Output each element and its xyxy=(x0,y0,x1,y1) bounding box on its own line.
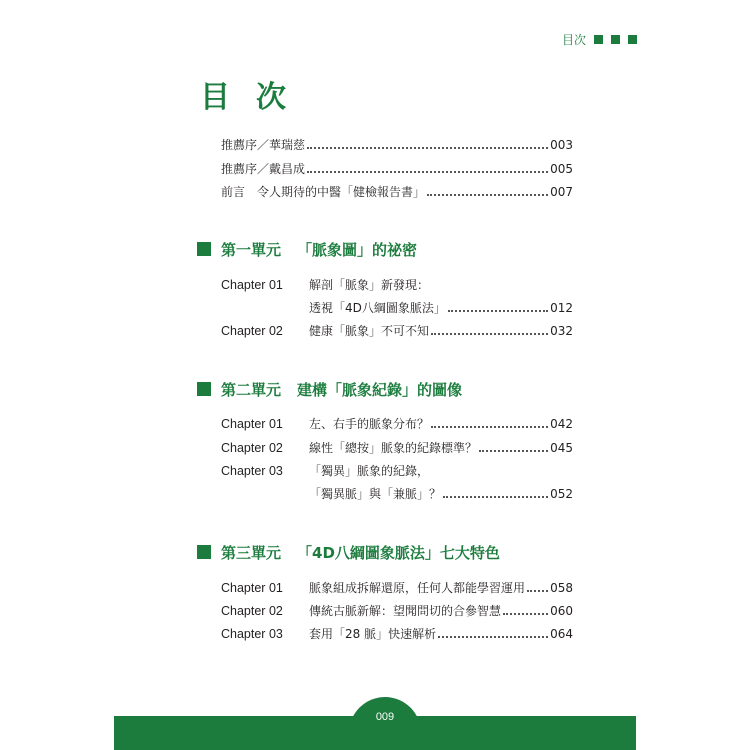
page-title xyxy=(200,72,288,116)
leader-dots xyxy=(431,332,548,335)
page-title-char-1: 目 xyxy=(200,80,232,115)
chapter-label: Chapter 01 xyxy=(221,278,283,292)
unit-title: 「4D八綱圖象脈法」七大特色 xyxy=(297,543,500,562)
unit-heading-3[interactable] xyxy=(197,541,500,563)
running-header-label: 目次 xyxy=(561,33,586,47)
toc-entry-text: 解剖「脈象」新發現： xyxy=(309,278,430,292)
toc-page-number: 060 xyxy=(550,604,573,618)
header-square-icon xyxy=(594,35,603,44)
chapter-label: Chapter 02 xyxy=(221,324,283,338)
unit-square-icon xyxy=(197,242,211,256)
toc-entry-text: 推薦序／戴昌成 xyxy=(221,162,306,176)
toc-chapter-u2-c3-line1[interactable] xyxy=(221,461,573,481)
header-square-icon xyxy=(611,35,620,44)
unit-name: 第二單元 xyxy=(221,380,282,399)
toc-chapter-u2-c2[interactable] xyxy=(221,438,573,458)
toc-entry-text: 健康「脈象」不可不知 xyxy=(309,324,430,338)
leader-dots xyxy=(307,146,548,149)
toc-entry-text: 「獨異」脈象的紀錄， xyxy=(309,464,430,478)
unit-heading-1[interactable] xyxy=(197,238,417,260)
toc-entry-front-1[interactable] xyxy=(221,135,573,155)
toc-page-number: 032 xyxy=(550,324,573,338)
leader-dots xyxy=(527,589,548,592)
chapter-label: Chapter 03 xyxy=(221,464,283,478)
chapter-label: Chapter 02 xyxy=(221,441,283,455)
toc-chapter-u1-c2[interactable] xyxy=(221,321,573,341)
toc-entry-text: 傳統古脈新解：望聞問切的合參智慧 xyxy=(309,604,502,618)
toc-entry-front-2[interactable] xyxy=(221,159,573,179)
toc-entry-front-3[interactable] xyxy=(221,182,573,202)
toc-page-number: 007 xyxy=(550,185,573,199)
toc-chapter-u1-c1-line2[interactable] xyxy=(221,298,573,318)
toc-entry-text: 推薦序／華瑞慈 xyxy=(221,138,306,152)
toc-entry-text: 左、右手的脈象分布？ xyxy=(309,417,430,431)
unit-square-icon xyxy=(197,545,211,559)
leader-dots xyxy=(503,612,548,615)
page-title-char-2: 次 xyxy=(256,80,288,115)
toc-chapter-u3-c2[interactable] xyxy=(221,601,573,621)
toc-chapter-u3-c3[interactable] xyxy=(221,624,573,644)
toc-page-number: 042 xyxy=(550,417,573,431)
chapter-label: Chapter 01 xyxy=(221,417,283,431)
leader-dots xyxy=(443,495,548,498)
toc-page-number: 052 xyxy=(550,487,573,501)
unit-heading-2[interactable] xyxy=(197,378,462,400)
toc-page-number: 003 xyxy=(550,138,573,152)
leader-dots xyxy=(431,425,548,428)
toc-chapter-u3-c1[interactable] xyxy=(221,578,573,598)
running-header xyxy=(562,31,637,48)
leader-dots xyxy=(427,193,548,196)
unit-name: 第三單元 xyxy=(221,543,282,562)
leader-dots xyxy=(479,449,548,452)
toc-chapter-u2-c3-line2[interactable] xyxy=(221,484,573,504)
leader-dots xyxy=(448,309,548,312)
chapter-label: Chapter 01 xyxy=(221,581,283,595)
toc-entry-text: 脈象組成拆解還原，任何人都能學習運用 xyxy=(309,581,526,595)
toc-page-number: 012 xyxy=(550,301,573,315)
toc-page-number: 005 xyxy=(550,162,573,176)
unit-square-icon xyxy=(197,382,211,396)
toc-entry-text: 透視「4D八綱圖象脈法」 xyxy=(309,301,446,315)
toc-chapter-u2-c1[interactable] xyxy=(221,414,573,434)
header-square-icon xyxy=(628,35,637,44)
chapter-label: Chapter 03 xyxy=(221,627,283,641)
footer-page-number: 009 xyxy=(375,711,395,723)
unit-title: 建構「脈象紀錄」的圖像 xyxy=(297,380,463,399)
toc-page-number: 058 xyxy=(550,581,573,595)
toc-entry-text: 套用「28 脈」快速解析 xyxy=(309,627,437,641)
unit-name: 第一單元 xyxy=(221,240,282,259)
leader-dots xyxy=(307,170,548,173)
toc-page-number: 064 xyxy=(550,627,573,641)
toc-page-number: 045 xyxy=(550,441,573,455)
toc-entry-text: 線性「總按」脈象的紀錄標準？ xyxy=(309,441,478,455)
toc-chapter-u1-c1-line1[interactable] xyxy=(221,275,573,295)
chapter-label: Chapter 02 xyxy=(221,604,283,618)
leader-dots xyxy=(438,635,548,638)
toc-entry-text: 前言 令人期待的中醫「健檢報告書」 xyxy=(221,185,426,199)
unit-title: 「脈象圖」的祕密 xyxy=(297,240,418,259)
toc-entry-text: 「獨異脈」與「兼脈」？ xyxy=(309,487,442,501)
